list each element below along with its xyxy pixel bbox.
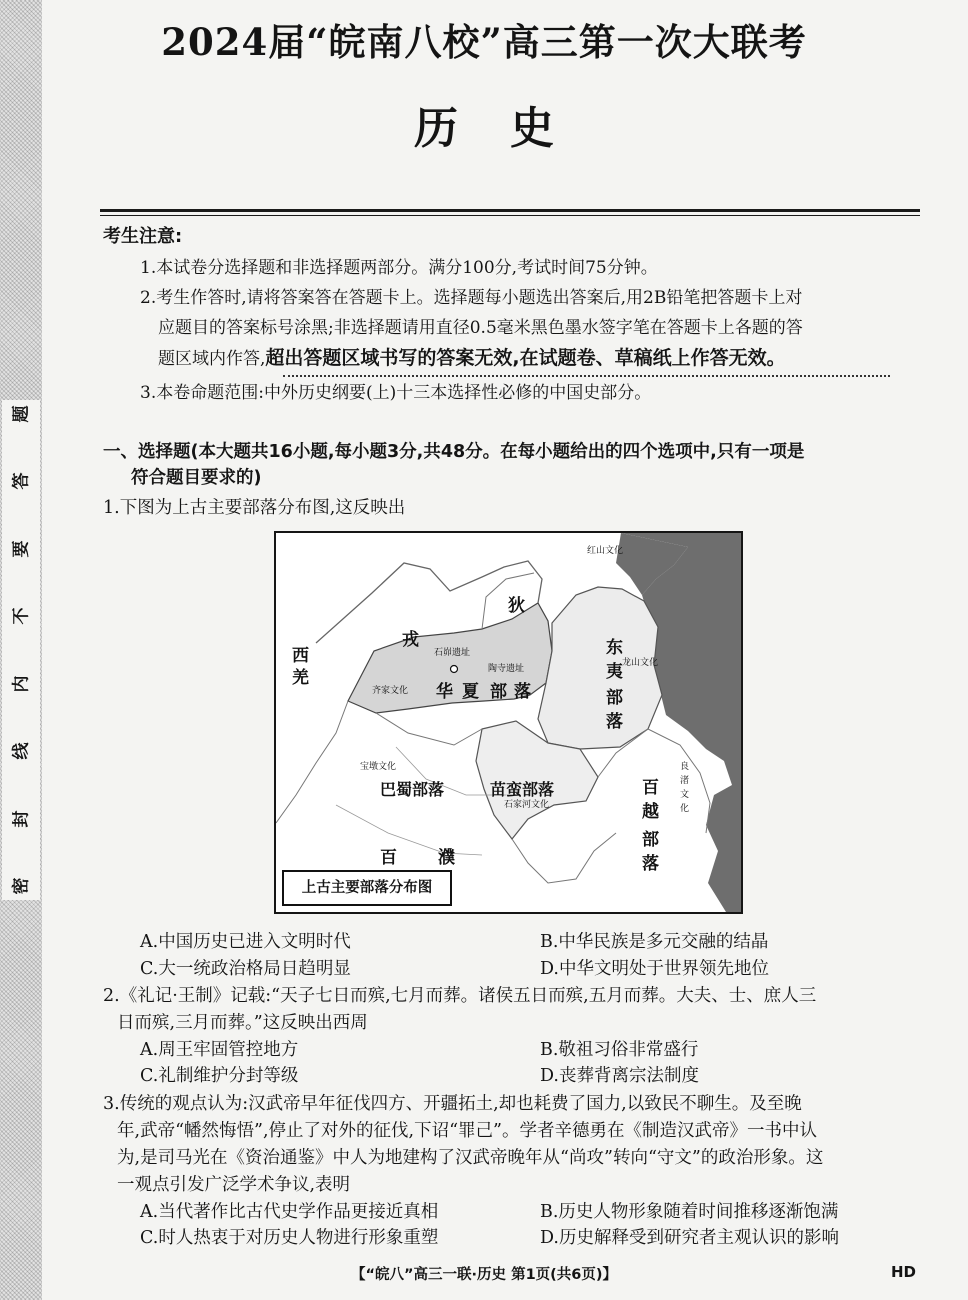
western-boundary (276, 701, 348, 823)
tribe-map (274, 531, 743, 914)
q3-option-a: A.当代著作比古代史学作品更接近真相 (140, 1202, 439, 1222)
note-line: 1.本试卷分选择题和非选择题两部分。满分100分,考试时间75分钟。 (140, 258, 658, 278)
map-label: 越 (642, 802, 659, 822)
q2-option-d: D.丧葬背离宗法制度 (540, 1066, 699, 1086)
binding-strip (0, 0, 42, 1300)
binding-char: 线 (11, 742, 31, 760)
q2-option-b: B.敬祖习俗非常盛行 (540, 1040, 699, 1060)
map-label: 百 (642, 778, 659, 798)
map-label: 红山文化 (587, 546, 624, 556)
binding-char: 不 (11, 607, 31, 625)
note-line: 3.本卷命题范围:中外历史纲要(上)十三本选择性必修的中国史部分。 (140, 383, 652, 403)
question-2-stem: 2.《礼记·王制》记载:“天子七日而殡,七月而葬。诸侯五日而殡,五月而葬。大夫、士、庶人三 (103, 986, 817, 1006)
map-drawing (276, 533, 741, 912)
southern-boundary (512, 833, 616, 883)
q1-option-d: D.中华文明处于世界领先地位 (540, 959, 769, 979)
map-label: 百 (380, 848, 397, 868)
shimao-marker (451, 666, 458, 673)
note-line: 2.考生作答时,请将答案答在答题卡上。选择题每小题选出答案后,用2B铅笔把答题卡上对 (140, 288, 803, 308)
section-heading-cont: 符合题目要求的) (131, 468, 262, 488)
map-label: 龙山文化 (622, 658, 659, 668)
map-label: 濮 (438, 848, 455, 868)
map-label: 陶寺遗址 (488, 664, 525, 674)
notes-title: 考生注意: (103, 226, 183, 247)
q3-option-d: D.历史解释受到研究者主观认识的影响 (540, 1228, 839, 1248)
dongyi-region (538, 587, 662, 749)
q1-option-c: C.大一统政治格局日趋明显 (140, 959, 351, 979)
binding-warning (2, 405, 40, 895)
emphasis-dots (283, 375, 890, 377)
map-label: 部 (606, 688, 623, 708)
map-label: 部 (490, 682, 507, 702)
q1-option-b: B.中华民族是多元交融的结晶 (540, 932, 769, 952)
q2-option-c: C.礼制维护分封等级 (140, 1066, 299, 1086)
question-3-stem-cont: 为,是司马光在《资治通鉴》中人为地建构了汉武帝晚年从“尚攻”转向“守文”的政治形象。这 (117, 1148, 824, 1168)
map-label: 文 (680, 790, 690, 800)
question-1-stem: 1.下图为上古主要部落分布图,这反映出 (103, 498, 406, 518)
binding-char: 密 (11, 877, 31, 895)
map-label: 夷 (606, 662, 623, 682)
river (336, 805, 482, 855)
bashu-boundary (376, 713, 482, 745)
binding-char: 封 (11, 810, 31, 828)
note-line (158, 346, 786, 371)
map-label: 落 (606, 712, 623, 732)
header-divider-thin (100, 215, 920, 216)
page-footer: 【“皖八”高三一联·历史 第1页(共6页)】 (350, 1267, 618, 1283)
map-label: 石家河文化 (504, 800, 550, 810)
binding-char: 题 (11, 405, 31, 423)
note-line: 应题目的答案标号涂黑;非选择题请用直径0.5毫米黑色墨水签字笔在答题卡上各题的答 (158, 318, 803, 338)
map-label: 落 (642, 854, 659, 874)
map-label: 落 (514, 682, 531, 702)
map-label: 石峁遗址 (434, 648, 471, 658)
question-3-stem-cont: 一观点引发广泛学术争议,表明 (117, 1175, 351, 1195)
map-label: 宝墩文化 (360, 762, 397, 772)
map-label: 华 (436, 682, 453, 702)
binding-char: 要 (11, 540, 31, 558)
note-emphasis: 超出答题区域书写的答案无效,在试题卷、草稿纸上作答无效。 (265, 347, 786, 369)
map-caption: 上古主要部落分布图 (282, 870, 452, 906)
map-label: 巴蜀部落 (380, 780, 445, 799)
map-label: 部 (642, 830, 659, 850)
q3-option-b: B.历史人物形象随着时间推移逐渐饱满 (540, 1202, 839, 1222)
map-label: 良 (680, 762, 690, 772)
map-label: 苗蛮部落 (490, 780, 555, 799)
question-3-stem: 3.传统的观点认为:汉武帝早年征伐四方、开疆拓土,却也耗费了国力,以致民不聊生。及至晚 (103, 1094, 802, 1114)
footer-code: HD (891, 1263, 917, 1281)
map-label: 渚 (680, 776, 690, 786)
subject-title: 历史 (414, 103, 606, 154)
note-text: 题区域内作答, (158, 349, 266, 369)
q3-option-c: C.时人热衷于对历史人物进行形象重塑 (140, 1228, 439, 1248)
map-label: 狄 (508, 596, 525, 616)
question-3-stem-cont: 年,武帝“幡然悔悟”,停止了对外的征伐,下诏“罪己”。学者辛德勇在《制造汉武帝》一书中认 (117, 1121, 817, 1141)
q1-option-a: A.中国历史已进入文明时代 (140, 932, 351, 952)
map-label: 齐家文化 (372, 686, 409, 696)
map-label: 东 (606, 638, 623, 658)
binding-char: 答 (11, 472, 31, 490)
header-divider (100, 209, 920, 212)
exam-title: 2024届“皖南八校”高三第一次大联考 (161, 20, 807, 64)
section-heading: 一、选择题(本大题共16小题,每小题3分,共48分。在每小题给出的四个选项中,只有一项是 (103, 442, 805, 462)
binding-char: 内 (11, 675, 31, 693)
map-label: 戎 (402, 630, 419, 650)
map-label: 夏 (462, 682, 479, 702)
map-label: 化 (680, 804, 690, 814)
question-2-stem-cont: 日而殡,三月而葬。”这反映出西周 (117, 1013, 368, 1033)
map-label: 羌 (292, 668, 309, 688)
map-label: 西 (292, 646, 309, 666)
q2-option-a: A.周王牢固管控地方 (140, 1040, 299, 1060)
